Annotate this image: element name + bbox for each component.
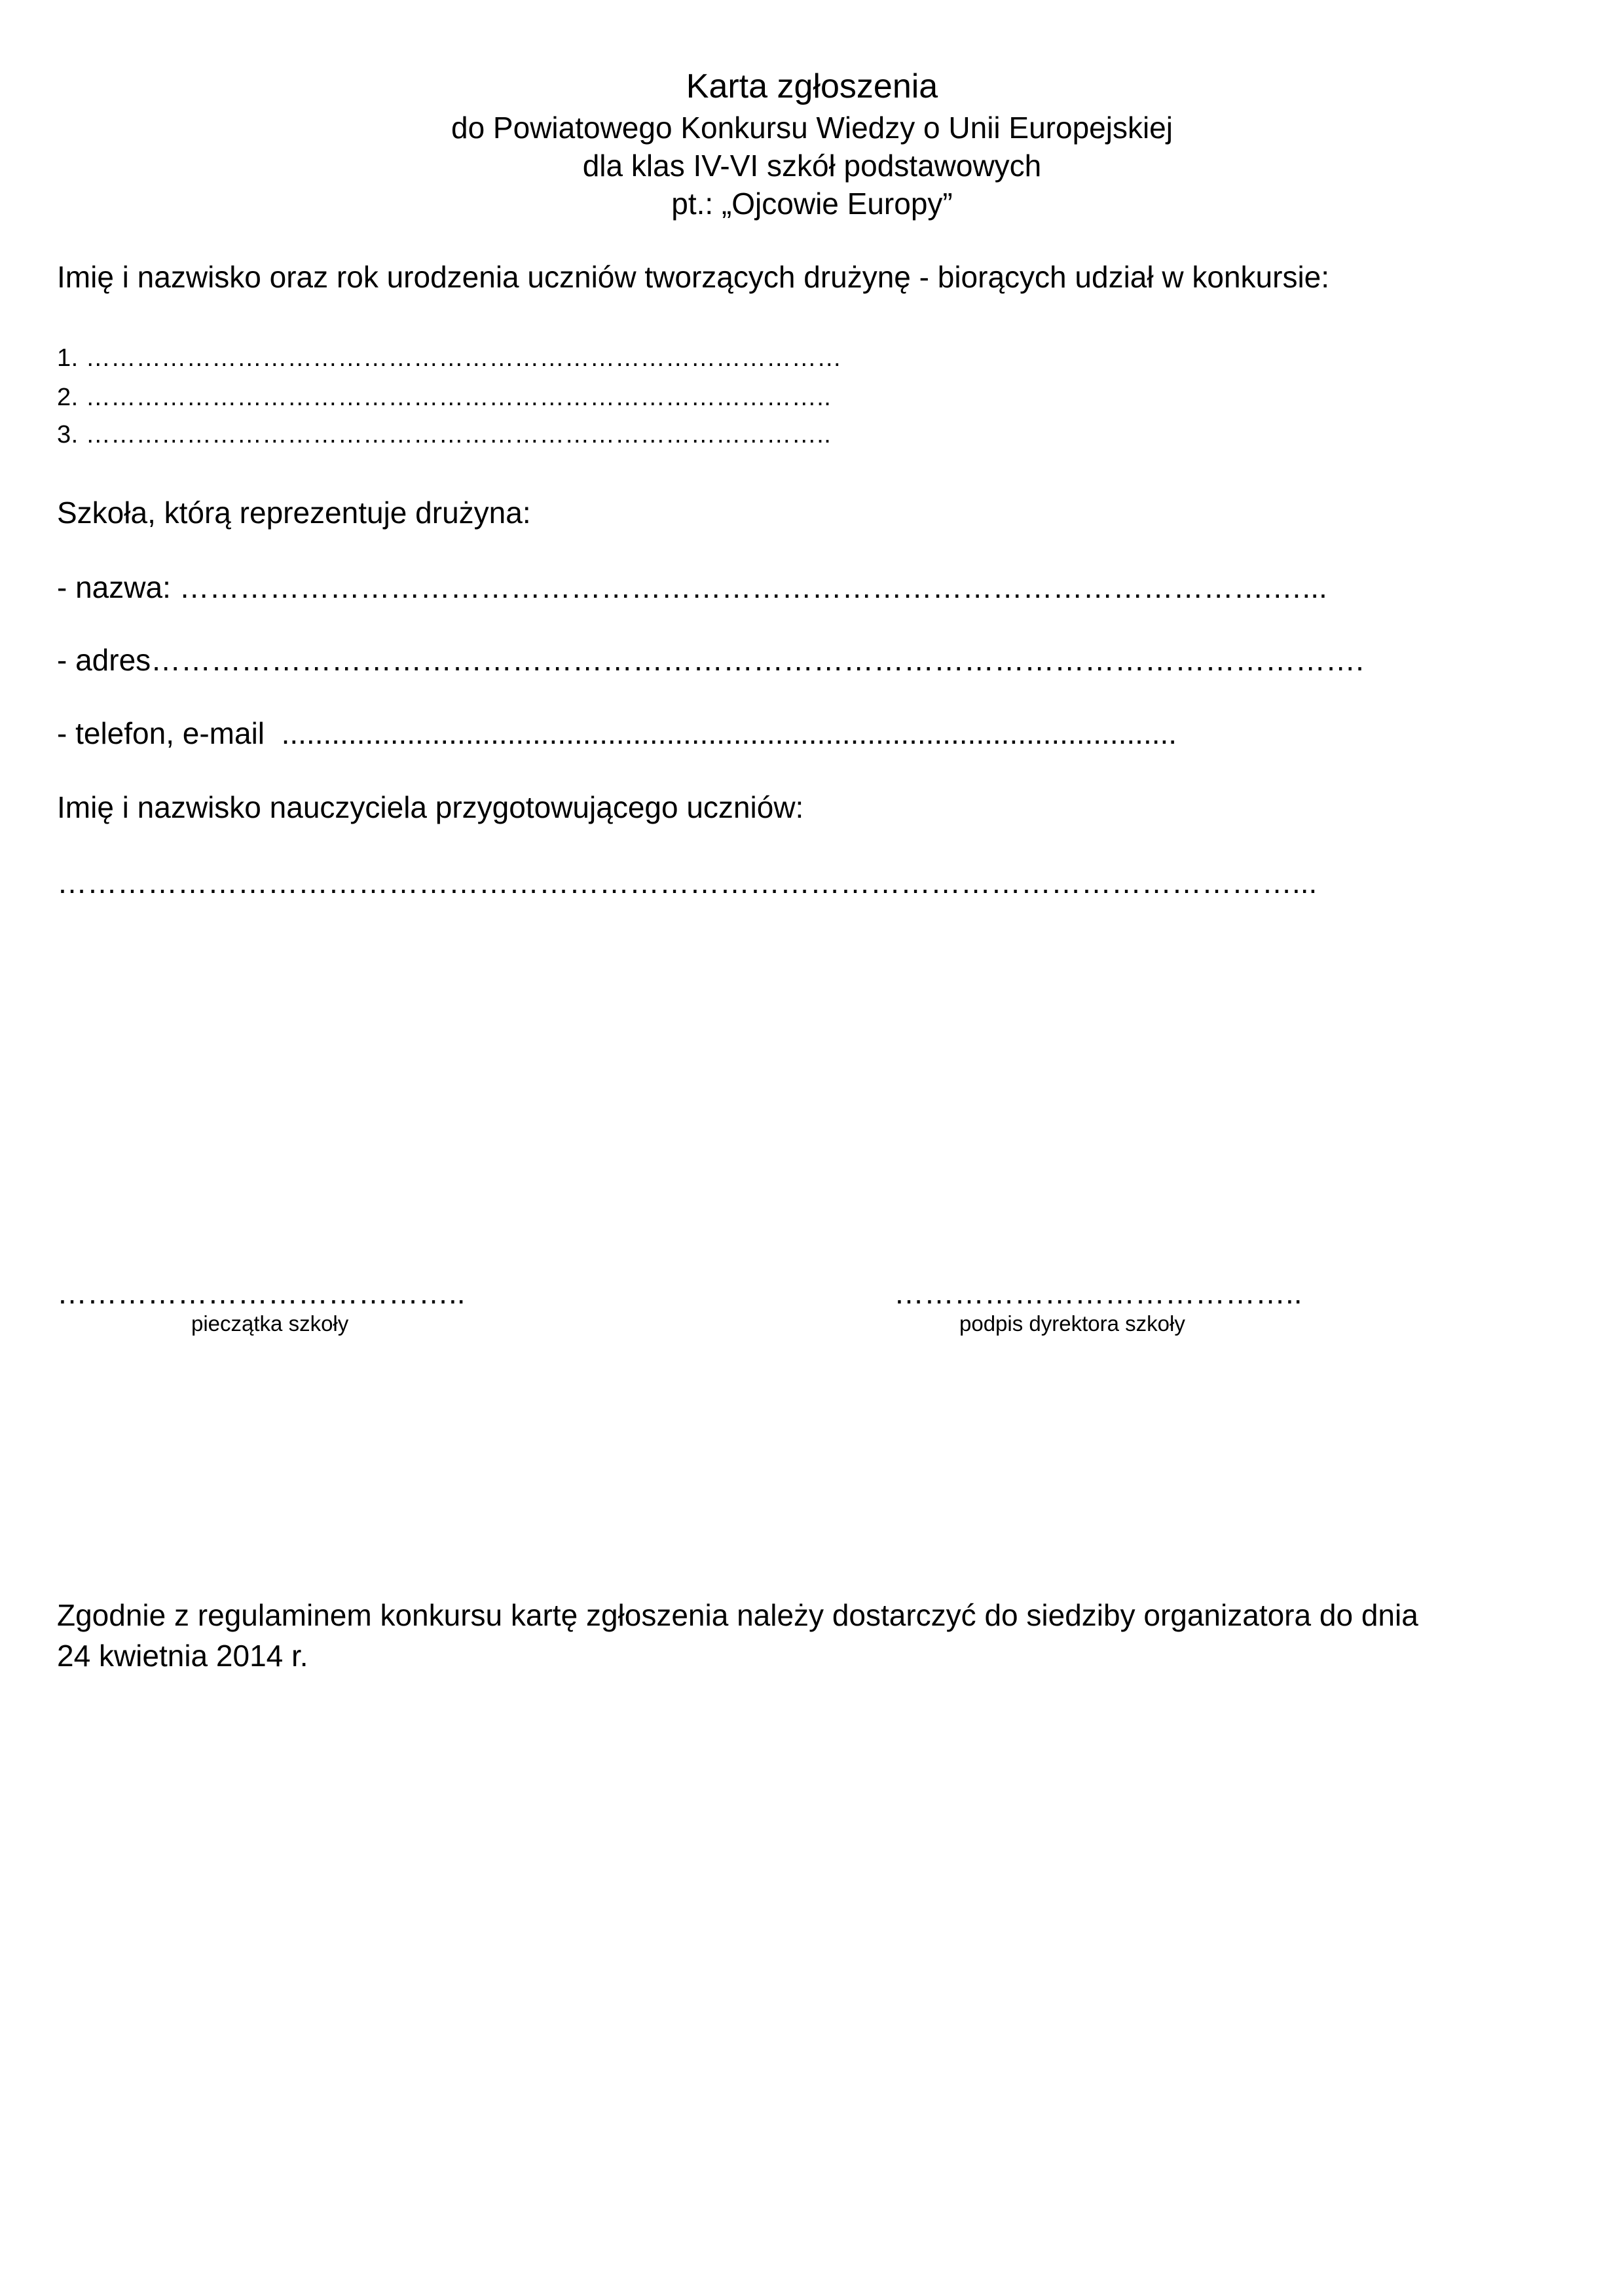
teacher-heading: Imię i nazwisko nauczyciela przygotowującego uczniów: [57, 790, 804, 824]
school-address-field[interactable]: - adres…………………………………………………………………………………………………………. [57, 643, 1364, 677]
director-signature-line[interactable]: ………………………………….. [894, 1276, 1302, 1310]
school-name-field[interactable]: - nazwa: ……………………………………………………………………………………………….…... [57, 570, 1327, 604]
director-signature-caption: podpis dyrektora szkoły [959, 1311, 1185, 1336]
form-subtitle-competition: do Powiatowego Konkursu Wiedzy o Unii Europejskiej [451, 111, 1173, 145]
student-entry-line-3[interactable]: 3. …………………………………………………………………………….. [57, 421, 832, 448]
deadline-note-line-2: 24 kwietnia 2014 r. [57, 1639, 308, 1673]
school-stamp-caption: pieczątka szkoły [191, 1311, 349, 1336]
school-heading: Szkoła, którą reprezentuje drużyna: [57, 496, 531, 530]
teacher-name-field[interactable]: ……………………………………………………………………………………………………………... [57, 866, 1318, 900]
school-contact-field[interactable]: - telefon, e-mail ........................................................................................................... [57, 716, 1177, 750]
school-stamp-line[interactable]: ………………………………….. [57, 1276, 466, 1310]
student-entry-line-1[interactable]: 1. ……………………………………………………………………………… [57, 344, 842, 372]
form-subtitle-grades: dla klas IV-VI szkół podstawowych [582, 149, 1042, 183]
form-title: Karta zgłoszenia [686, 67, 938, 105]
form-subtitle-theme: pt.: „Ojcowie Europy” [671, 187, 953, 221]
student-entry-line-2[interactable]: 2. …………………………………………………………………………….. [57, 384, 832, 411]
students-heading: Imię i nazwisko oraz rok urodzenia uczniów tworzących drużynę - biorących udział w konkursie: [57, 260, 1330, 294]
deadline-note-line-1: Zgodnie z regulaminem konkursu kartę zgłoszenia należy dostarczyć do siedziby organizatora do dnia [57, 1598, 1418, 1632]
